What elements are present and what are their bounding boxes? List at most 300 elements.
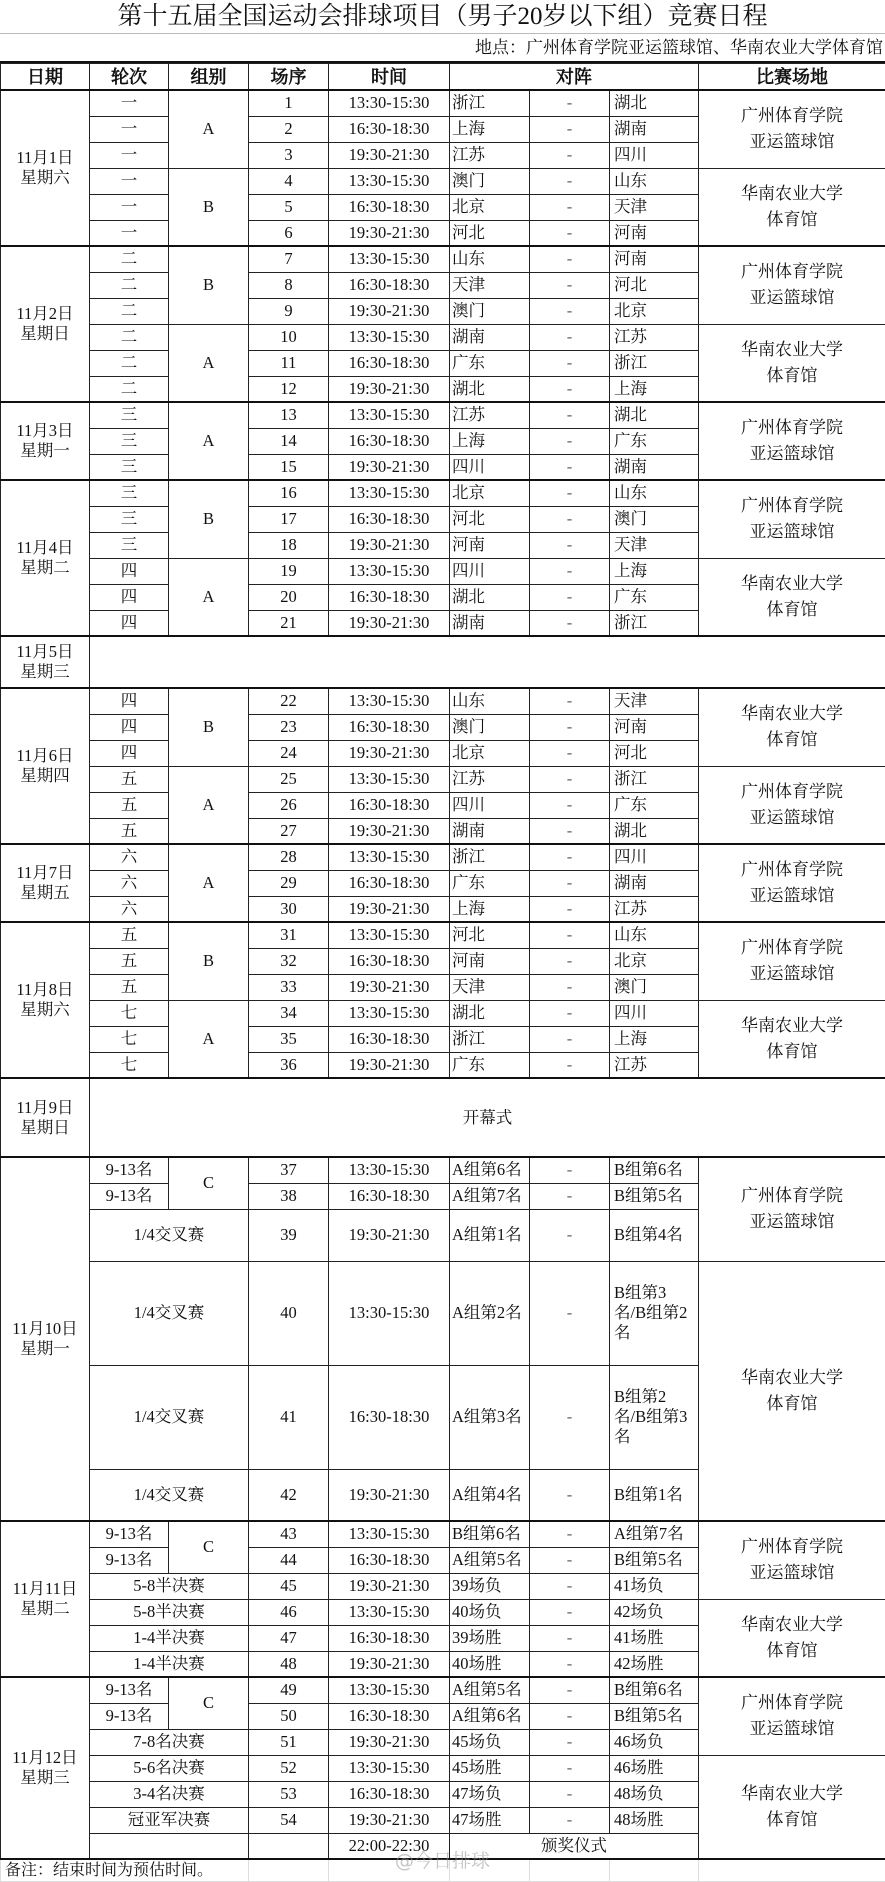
time-cell: 16:30-18:30 [329,714,450,740]
note-text: 备注：结束时间为预估时间。 [1,1859,249,1882]
time-cell: 13:30-15:30 [329,402,450,428]
time-cell: 16:30-18:30 [329,506,450,532]
match-no-cell: 15 [249,454,329,480]
time-cell: 16:30-18:30 [329,584,450,610]
match-no-cell: 16 [249,480,329,506]
time-cell: 16:30-18:30 [329,428,450,454]
time-cell: 19:30-21:30 [329,740,450,766]
home-team-cell: 四川 [450,792,530,818]
away-team-cell: 浙江 [610,350,699,376]
home-team-cell: 广东 [450,1052,530,1078]
round-cell: 3-4名决赛 [90,1781,249,1807]
round-cell: 1/4交叉赛 [90,1469,249,1521]
away-team-cell: 江苏 [610,896,699,922]
time-cell: 16:30-18:30 [329,194,450,220]
time-cell: 16:30-18:30 [329,116,450,142]
match-no-cell: 10 [249,324,329,350]
match-no-cell: 11 [249,350,329,376]
home-team-cell: 上海 [450,428,530,454]
versus-dash: - [530,220,610,246]
round-cell: 一 [90,168,169,194]
match-no-cell: 4 [249,168,329,194]
match-no-cell: 39 [249,1209,329,1261]
versus-dash: - [530,428,610,454]
home-team-cell: 澳门 [450,168,530,194]
group-cell: A [169,1000,249,1078]
away-team-cell: 上海 [610,376,699,402]
home-team-cell: 澳门 [450,714,530,740]
versus-dash: - [530,1703,610,1729]
away-team-cell: 河北 [610,272,699,298]
group-cell: C [169,1521,249,1573]
round-cell: 1/4交叉赛 [90,1365,249,1469]
date-cell: 11月9日 星期日 [1,1078,90,1157]
time-cell: 22:00-22:30 [329,1833,450,1859]
match-no-cell: 42 [249,1469,329,1521]
match-row [1,168,885,194]
home-team-cell: 湖北 [450,1000,530,1026]
header-matchup: 对阵 [450,64,699,91]
match-no-cell: 31 [249,922,329,948]
match-no-cell: 45 [249,1573,329,1599]
match-no-cell: 51 [249,1729,329,1755]
opening-ceremony-label: 开幕式 [90,1078,885,1157]
versus-dash: - [530,90,610,116]
home-team-cell: 江苏 [450,766,530,792]
time-cell: 16:30-18:30 [329,792,450,818]
time-cell: 13:30-15:30 [329,766,450,792]
time-cell: 13:30-15:30 [329,1261,450,1365]
match-row [1,90,885,116]
group-cell: A [169,324,249,402]
time-cell: 13:30-15:30 [329,246,450,272]
group-cell: A [169,90,249,168]
versus-dash: - [530,1547,610,1573]
away-team-cell: 江苏 [610,324,699,350]
match-row [1,688,885,714]
match-no-cell: 49 [249,1677,329,1703]
match-no-cell: 19 [249,558,329,584]
time-cell: 16:30-18:30 [329,1183,450,1209]
date-cell: 11月12日 星期三 [1,1677,90,1859]
versus-dash: - [530,1000,610,1026]
home-team-cell: 47场负 [450,1781,530,1807]
venue-cell: 广州体育学院 亚运篮球馆 [699,1521,885,1599]
away-team-cell: B组第6名 [610,1157,699,1183]
match-no-cell: 29 [249,870,329,896]
home-team-cell: 39场胜 [450,1625,530,1651]
round-cell: 二 [90,324,169,350]
group-cell: B [169,168,249,246]
match-row [1,324,885,350]
away-team-cell: 四川 [610,142,699,168]
home-team-cell: A组第1名 [450,1209,530,1261]
match-row [1,1599,885,1625]
home-team-cell: 湖南 [450,324,530,350]
versus-dash: - [530,844,610,870]
time-cell: 16:30-18:30 [329,948,450,974]
round-cell: 七 [90,1000,169,1026]
away-team-cell: B组第6名 [610,1677,699,1703]
home-team-cell: 广东 [450,870,530,896]
round-cell: 四 [90,714,169,740]
round-cell: 二 [90,298,169,324]
time-cell: 19:30-21:30 [329,376,450,402]
versus-dash: - [530,1625,610,1651]
home-team-cell: 浙江 [450,844,530,870]
home-team-cell: A组第6名 [450,1157,530,1183]
time-cell: 13:30-15:30 [329,480,450,506]
away-team-cell: 46场胜 [610,1755,699,1781]
round-cell: 四 [90,584,169,610]
away-team-cell: B组第5名 [610,1183,699,1209]
match-no-cell: 14 [249,428,329,454]
versus-dash: - [530,1183,610,1209]
header-date: 日期 [1,64,90,91]
time-cell: 13:30-15:30 [329,558,450,584]
round-cell: 9-13名 [90,1521,169,1547]
group-cell: A [169,558,249,636]
versus-dash: - [530,948,610,974]
group-cell: C [169,1677,249,1729]
venue-cell: 华南农业大学 体育馆 [699,1261,885,1521]
away-team-cell: 河南 [610,714,699,740]
home-team-cell: 45场胜 [450,1755,530,1781]
rest-day-row [1,636,885,688]
match-no-cell: 9 [249,298,329,324]
away-team-cell: 上海 [610,558,699,584]
group-cell: B [169,922,249,1000]
round-cell: 7-8名决赛 [90,1729,249,1755]
venue-cell: 广州体育学院 亚运篮球馆 [699,922,885,1000]
home-team-cell: 北京 [450,194,530,220]
home-team-cell: 澳门 [450,298,530,324]
match-no-cell: 26 [249,792,329,818]
away-team-cell: 湖北 [610,818,699,844]
time-cell: 19:30-21:30 [329,142,450,168]
time-cell: 13:30-15:30 [329,922,450,948]
date-cell: 11月3日 星期一 [1,402,90,480]
round-cell: 冠亚军决赛 [90,1807,249,1833]
versus-dash: - [530,454,610,480]
time-cell: 13:30-15:30 [329,1677,450,1703]
location-line: 地点：广州体育学院亚运篮球馆、华南农业大学体育馆 [0,34,885,63]
group-cell: B [169,480,249,558]
empty-cell [530,1859,610,1882]
time-cell: 13:30-15:30 [329,844,450,870]
date-cell: 11月6日 星期四 [1,688,90,844]
round-cell: 七 [90,1052,169,1078]
time-cell: 19:30-21:30 [329,1469,450,1521]
round-cell: 四 [90,610,169,636]
round-cell: 五 [90,818,169,844]
versus-dash: - [530,532,610,558]
match-no-cell: 25 [249,766,329,792]
match-no-cell: 32 [249,948,329,974]
match-row [1,1261,885,1365]
venue-cell: 华南农业大学 体育馆 [699,168,885,246]
versus-dash: - [530,506,610,532]
home-team-cell: 浙江 [450,1026,530,1052]
match-no-cell: 3 [249,142,329,168]
empty-cell [249,1859,329,1882]
versus-dash: - [530,974,610,1000]
away-team-cell: 湖南 [610,870,699,896]
away-team-cell: 天津 [610,532,699,558]
home-team-cell: 47场胜 [450,1807,530,1833]
time-cell: 19:30-21:30 [329,1807,450,1833]
versus-dash: - [530,1729,610,1755]
round-cell: 四 [90,558,169,584]
away-team-cell: B组第1名 [610,1469,699,1521]
match-no-cell: 44 [249,1547,329,1573]
match-no-cell: 36 [249,1052,329,1078]
versus-dash: - [530,376,610,402]
header-group: 组别 [169,64,249,91]
away-team-cell: 41场胜 [610,1625,699,1651]
match-no-cell: 48 [249,1651,329,1677]
away-team-cell: 42场胜 [610,1651,699,1677]
away-team-cell: 湖南 [610,116,699,142]
venue-cell: 广州体育学院 亚运篮球馆 [699,90,885,168]
round-cell: 六 [90,896,169,922]
away-team-cell: 四川 [610,844,699,870]
match-row [1,922,885,948]
away-team-cell: 广东 [610,792,699,818]
round-cell: 一 [90,90,169,116]
match-no-cell: 34 [249,1000,329,1026]
round-cell: 六 [90,844,169,870]
match-no-cell: 40 [249,1261,329,1365]
match-no-cell: 21 [249,610,329,636]
header-time: 时间 [329,64,450,91]
match-no-cell: 47 [249,1625,329,1651]
match-no-cell: 52 [249,1755,329,1781]
home-team-cell: B组第6名 [450,1521,530,1547]
versus-dash: - [530,1052,610,1078]
round-cell: 三 [90,402,169,428]
match-no-cell: 43 [249,1521,329,1547]
round-cell: 5-8半决赛 [90,1573,249,1599]
round-cell: 9-13名 [90,1703,169,1729]
date-cell: 11月4日 星期二 [1,480,90,636]
watermark: @今日排球 [395,1846,490,1873]
away-team-cell: 广东 [610,584,699,610]
match-row [1,246,885,272]
round-cell: 三 [90,532,169,558]
time-cell: 13:30-15:30 [329,90,450,116]
away-team-cell: 天津 [610,194,699,220]
group-cell: C [169,1157,249,1209]
versus-dash: - [530,818,610,844]
header-round: 轮次 [90,64,169,91]
match-no-cell: 7 [249,246,329,272]
match-row [1,766,885,792]
match-no-cell: 6 [249,220,329,246]
match-no-cell [249,1833,329,1859]
venue-cell: 华南农业大学 体育馆 [699,1000,885,1078]
match-no-cell: 50 [249,1703,329,1729]
match-no-cell: 41 [249,1365,329,1469]
home-team-cell: 天津 [450,974,530,1000]
round-cell: 一 [90,194,169,220]
versus-dash: - [530,766,610,792]
match-no-cell: 24 [249,740,329,766]
empty-cell [610,1859,699,1882]
venue-cell: 华南农业大学 体育馆 [699,1599,885,1677]
versus-dash: - [530,1677,610,1703]
venue-cell: 广州体育学院 亚运篮球馆 [699,246,885,324]
home-team-cell: A组第2名 [450,1261,530,1365]
versus-dash: - [530,1209,610,1261]
versus-dash: - [530,298,610,324]
home-team-cell: 上海 [450,116,530,142]
away-team-cell: 48场胜 [610,1807,699,1833]
versus-dash: - [530,116,610,142]
home-team-cell: 四川 [450,558,530,584]
versus-dash: - [530,324,610,350]
versus-dash: - [530,142,610,168]
away-team-cell: B组第5名 [610,1703,699,1729]
match-no-cell: 37 [249,1157,329,1183]
away-team-cell: B组第4名 [610,1209,699,1261]
round-cell: 五 [90,922,169,948]
round-cell: 五 [90,792,169,818]
venue-cell: 华南农业大学 体育馆 [699,1755,885,1859]
versus-dash: - [530,350,610,376]
time-cell: 13:30-15:30 [329,324,450,350]
versus-dash: - [530,896,610,922]
versus-dash: - [530,1157,610,1183]
versus-dash: - [530,168,610,194]
time-cell: 19:30-21:30 [329,1651,450,1677]
round-cell: 二 [90,272,169,298]
away-team-cell: 广东 [610,428,699,454]
time-cell: 13:30-15:30 [329,1599,450,1625]
home-team-cell: 河南 [450,532,530,558]
venue-cell: 广州体育学院 亚运篮球馆 [699,844,885,922]
versus-dash: - [530,740,610,766]
time-cell: 19:30-21:30 [329,1729,450,1755]
home-team-cell: A组第4名 [450,1469,530,1521]
match-no-cell: 30 [249,896,329,922]
away-team-cell: 湖北 [610,402,699,428]
round-cell: 9-13名 [90,1677,169,1703]
away-team-cell: 江苏 [610,1052,699,1078]
away-team-cell: 北京 [610,948,699,974]
away-team-cell: 42场负 [610,1599,699,1625]
group-cell: A [169,844,249,922]
away-team-cell: 湖北 [610,90,699,116]
group-cell: B [169,246,249,324]
versus-dash: - [530,922,610,948]
away-team-cell: 46场负 [610,1729,699,1755]
versus-dash: - [530,1026,610,1052]
away-team-cell: 河北 [610,740,699,766]
versus-dash: - [530,1365,610,1469]
match-no-cell: 38 [249,1183,329,1209]
home-team-cell: 湖北 [450,584,530,610]
home-team-cell: 江苏 [450,402,530,428]
date-cell: 11月2日 星期日 [1,246,90,402]
match-row [1,1157,885,1183]
time-cell: 19:30-21:30 [329,454,450,480]
home-team-cell: 湖南 [450,610,530,636]
versus-dash: - [530,1469,610,1521]
time-cell: 19:30-21:30 [329,1573,450,1599]
date-cell: 11月7日 星期五 [1,844,90,922]
round-cell: 三 [90,506,169,532]
home-team-cell: 河北 [450,506,530,532]
header-row [1,64,885,91]
time-cell: 16:30-18:30 [329,272,450,298]
time-cell: 19:30-21:30 [329,1209,450,1261]
match-no-cell: 33 [249,974,329,1000]
away-team-cell: 澳门 [610,974,699,1000]
time-cell: 16:30-18:30 [329,1703,450,1729]
versus-dash: - [530,558,610,584]
time-cell: 19:30-21:30 [329,298,450,324]
time-cell: 19:30-21:30 [329,532,450,558]
away-team-cell: 41场负 [610,1573,699,1599]
versus-dash: - [530,1755,610,1781]
round-cell: 5-6名决赛 [90,1755,249,1781]
match-row [1,1521,885,1547]
match-no-cell: 12 [249,376,329,402]
home-team-cell: A组第5名 [450,1677,530,1703]
away-team-cell: 山东 [610,168,699,194]
round-cell: 1/4交叉赛 [90,1209,249,1261]
time-cell: 16:30-18:30 [329,1625,450,1651]
home-team-cell: A组第3名 [450,1365,530,1469]
award-ceremony-label: 颁奖仪式 [450,1833,699,1859]
group-cell: A [169,766,249,844]
venue-cell: 广州体育学院 亚运篮球馆 [699,1677,885,1755]
round-cell: 二 [90,376,169,402]
away-team-cell: 四川 [610,1000,699,1026]
versus-dash: - [530,584,610,610]
round-cell: 1/4交叉赛 [90,1261,249,1365]
round-cell: 一 [90,116,169,142]
time-cell: 16:30-18:30 [329,1781,450,1807]
versus-dash: - [530,714,610,740]
match-row [1,1755,885,1781]
versus-dash: - [530,1521,610,1547]
away-team-cell: 浙江 [610,610,699,636]
away-team-cell: B组第5名 [610,1547,699,1573]
home-team-cell: A组第6名 [450,1703,530,1729]
venue-cell: 广州体育学院 亚运篮球馆 [699,766,885,844]
match-row [1,480,885,506]
versus-dash: - [530,1599,610,1625]
time-cell: 13:30-15:30 [329,1521,450,1547]
home-team-cell: 北京 [450,740,530,766]
match-no-cell: 17 [249,506,329,532]
home-team-cell: 江苏 [450,142,530,168]
home-team-cell: 45场负 [450,1729,530,1755]
away-team-cell: 山东 [610,480,699,506]
match-no-cell: 23 [249,714,329,740]
versus-dash: - [530,272,610,298]
home-team-cell: 40场胜 [450,1651,530,1677]
away-team-cell: 上海 [610,1026,699,1052]
round-cell: 5-8半决赛 [90,1599,249,1625]
away-team-cell: 48场负 [610,1781,699,1807]
versus-dash: - [530,610,610,636]
versus-dash: - [530,1651,610,1677]
time-cell: 19:30-21:30 [329,1052,450,1078]
versus-dash: - [530,1261,610,1365]
